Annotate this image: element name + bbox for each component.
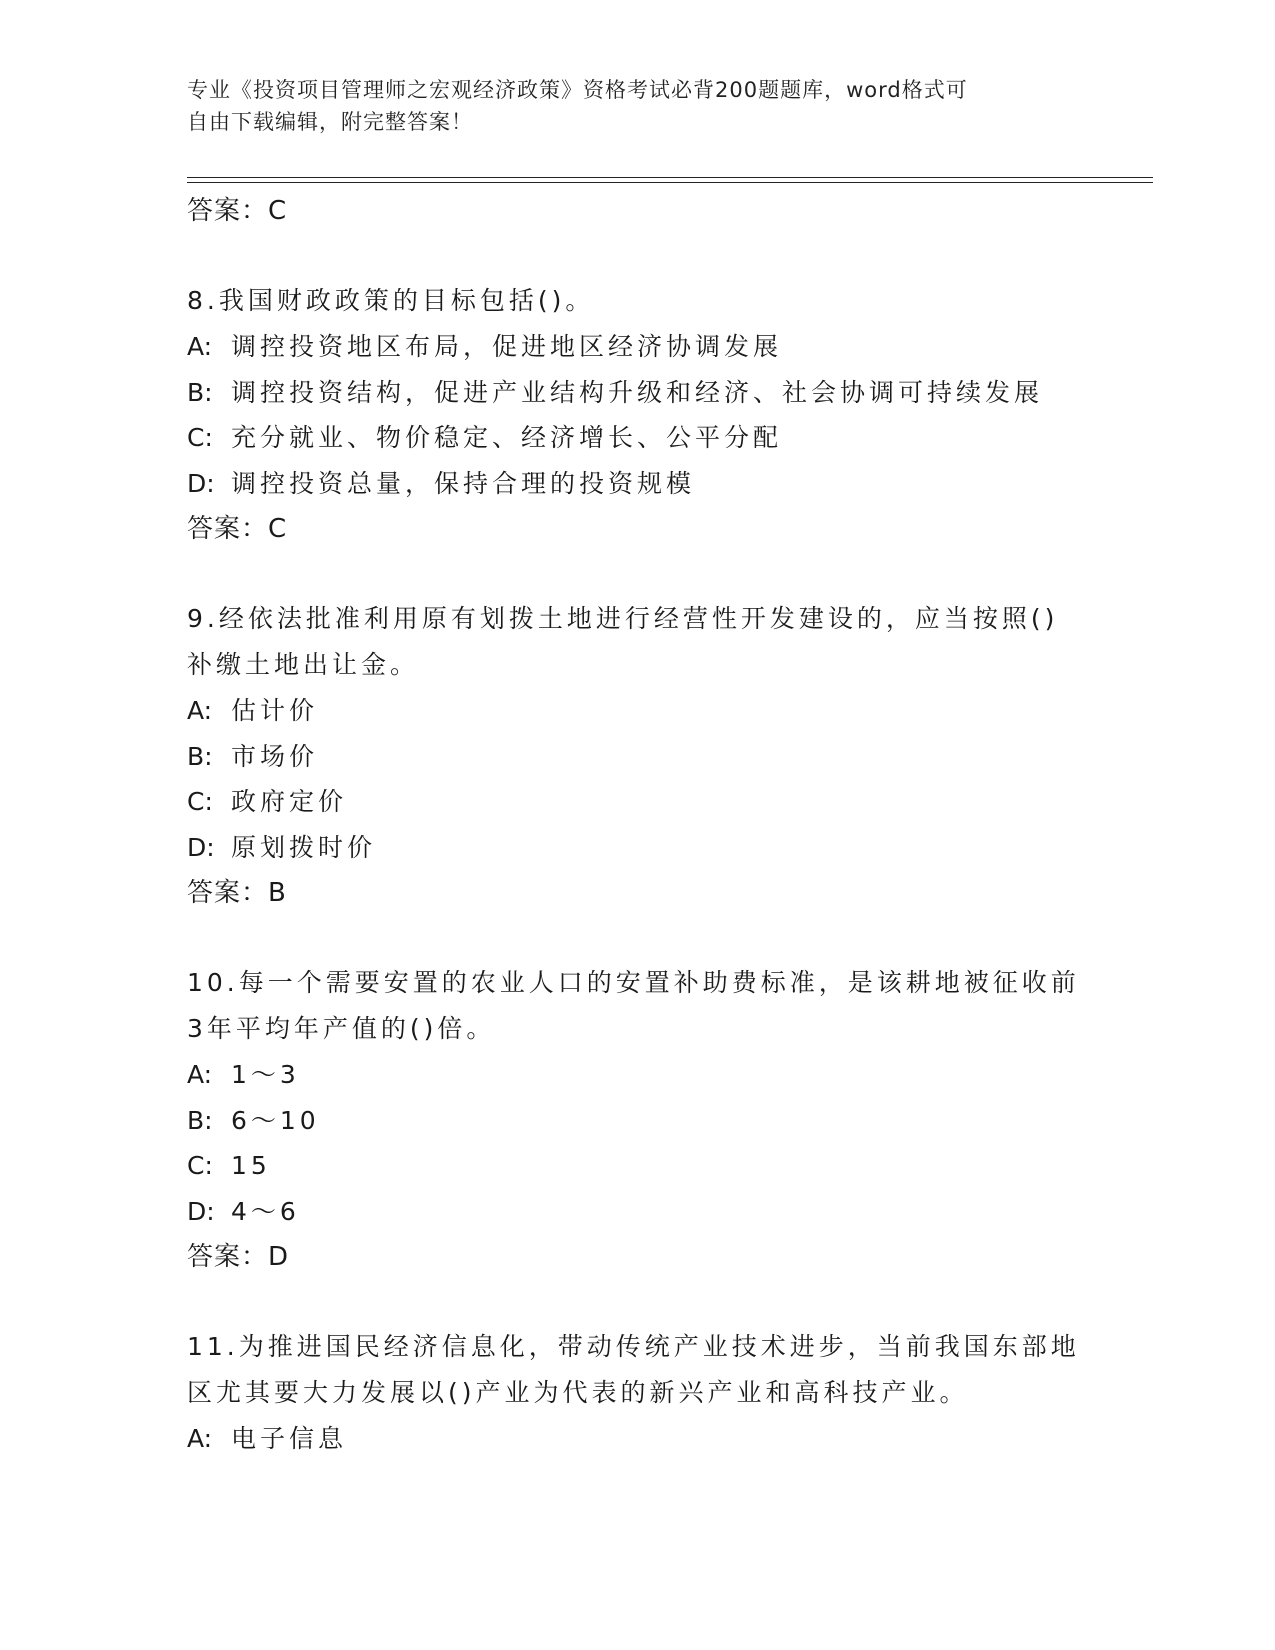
question-stem-line-2: 区尤其要大力发展以()产业为代表的新兴产业和高科技产业。 bbox=[187, 1378, 969, 1407]
question-stem-line-1: 10.每一个需要安置的农业人口的安置补助费标准，是该耕地被征收前 bbox=[187, 968, 1080, 997]
question-stem: 8.我国财政政策的目标包括()。 bbox=[187, 286, 595, 315]
question-9 bbox=[187, 596, 1087, 916]
question-stem-line-2: 3年平均年产值的()倍。 bbox=[187, 1014, 496, 1043]
option-b: B: 6～10 bbox=[187, 1105, 320, 1135]
answer-label: 答案：C bbox=[187, 514, 288, 544]
option-c: C: 政府定价 bbox=[187, 787, 348, 816]
option-a: A: 电子信息 bbox=[187, 1424, 348, 1453]
spacer bbox=[187, 916, 1087, 960]
header-line-1: 专业《投资项目管理师之宏观经济政策》资格考试必背200题题库，word格式可 bbox=[187, 78, 968, 102]
spacer bbox=[187, 234, 1087, 278]
option-d: D: 4～6 bbox=[187, 1196, 300, 1226]
answer-label: 答案：B bbox=[187, 878, 287, 908]
option-a: A: 调控投资地区布局，促进地区经济协调发展 bbox=[187, 332, 783, 361]
option-b: B: 市场价 bbox=[187, 741, 319, 771]
question-10 bbox=[187, 960, 1087, 1280]
question-8 bbox=[187, 278, 1087, 552]
question-11 bbox=[187, 1324, 1087, 1462]
option-d: D: 调控投资总量，保持合理的投资规模 bbox=[187, 468, 696, 498]
document-header bbox=[187, 74, 1067, 138]
option-c: C: 15 bbox=[187, 1151, 271, 1180]
option-c: C: 充分就业、物价稳定、经济增长、公平分配 bbox=[187, 423, 783, 452]
header-divider-bottom bbox=[187, 182, 1153, 183]
question-stem-line-1: 9.经依法批准利用原有划拨土地进行经营性开发建设的，应当按照() bbox=[187, 604, 1059, 633]
spacer bbox=[187, 1280, 1087, 1324]
spacer bbox=[187, 552, 1087, 596]
header-divider-top bbox=[187, 177, 1153, 178]
answer-label: 答案：D bbox=[187, 1242, 290, 1272]
option-d: D: 原划拨时价 bbox=[187, 832, 377, 862]
question-list bbox=[187, 188, 1087, 1462]
option-a: A: 估计价 bbox=[187, 696, 319, 725]
previous-answer: 答案：C bbox=[187, 196, 288, 226]
option-a: A: 1～3 bbox=[187, 1060, 300, 1089]
header-line-2: 自由下载编辑，附完整答案！ bbox=[187, 110, 473, 134]
question-stem-line-1: 11.为推进国民经济信息化，带动传统产业技术进步，当前我国东部地 bbox=[187, 1332, 1080, 1361]
question-stem-line-2: 补缴土地出让金。 bbox=[187, 650, 420, 679]
option-b: B: 调控投资结构，促进产业结构升级和经济、社会协调可持续发展 bbox=[187, 377, 1044, 407]
